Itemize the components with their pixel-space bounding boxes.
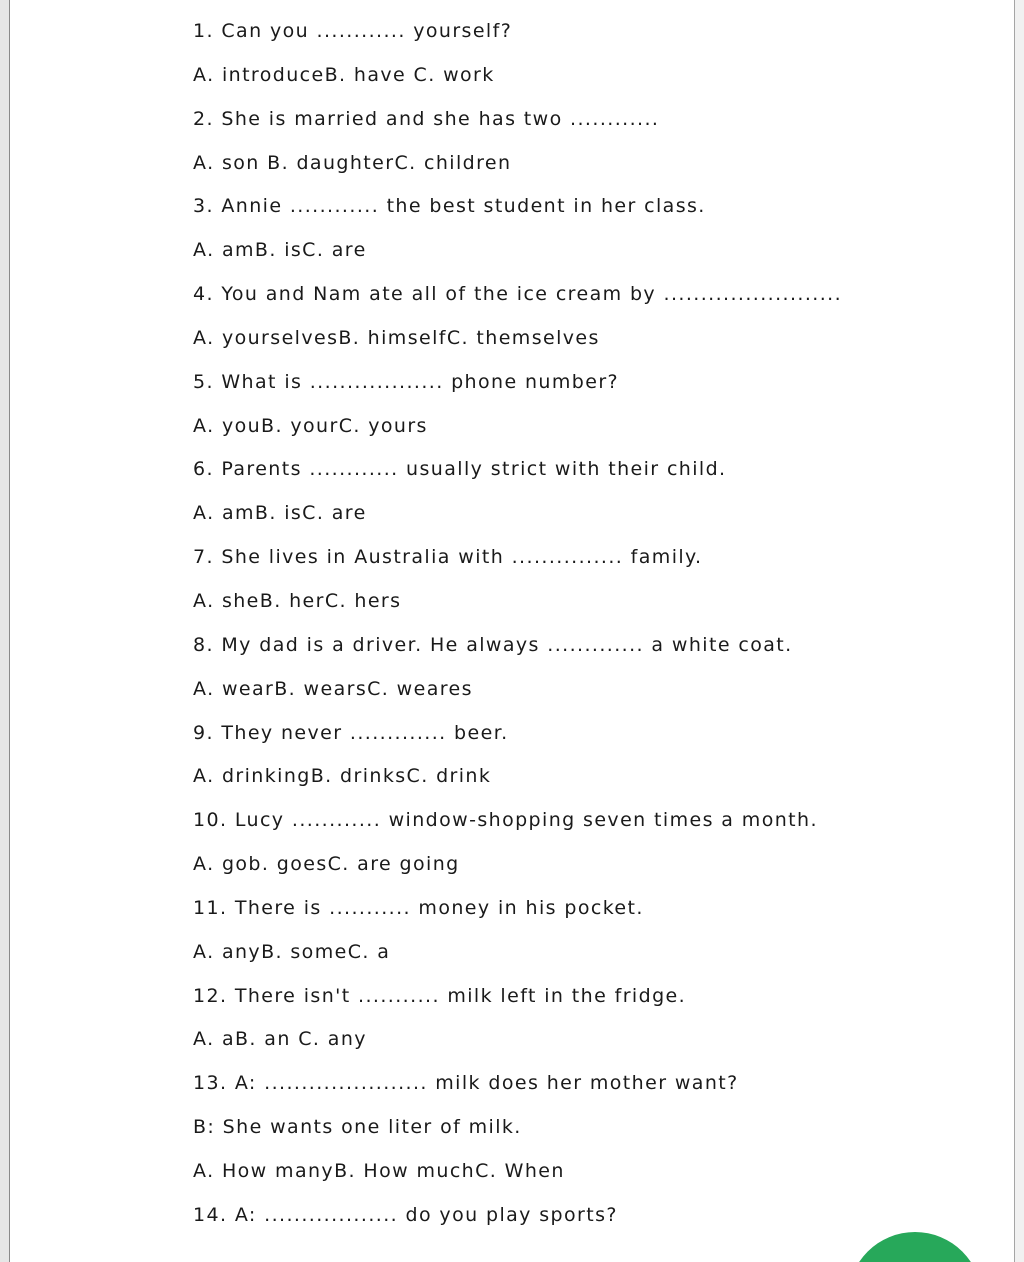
question-7-options: A. sheB. herC. hers <box>193 589 402 612</box>
question-2-options: A. son B. daughterC. children <box>193 151 512 174</box>
worksheet <box>193 13 953 1241</box>
question-11-options: A. anyB. someC. a <box>193 940 391 963</box>
question-7: 7. She lives in Australia with ............... family. <box>193 546 703 569</box>
question-9: 9. They never ............. beer. <box>193 721 509 744</box>
question-3-options: A. amB. isC. are <box>193 239 367 262</box>
question-12: 12. There isn't ........... milk left in the fridge. <box>193 984 687 1007</box>
question-6: 6. Parents ............ usually strict with their child. <box>193 458 727 481</box>
question-9-options: A. drinkingB. drinksC. drink <box>193 765 492 788</box>
question-8: 8. My dad is a driver. He always ............. a white coat. <box>193 633 793 656</box>
right-page-border <box>1014 0 1024 1262</box>
question-13-dialogue: B: She wants one liter of milk. <box>193 1116 522 1139</box>
question-14: 14. A: .................. do you play sports? <box>193 1203 618 1226</box>
question-3: 3. Annie ............ the best student in her class. <box>193 195 706 218</box>
question-13: 13. A: ...................... milk does her mother want? <box>193 1072 739 1095</box>
question-5-options: A. youB. yourC. yours <box>193 414 428 437</box>
question-4: 4. You and Nam ate all of the ice cream by ........................ <box>193 283 843 306</box>
left-page-border <box>0 0 10 1262</box>
question-5: 5. What is .................. phone number? <box>193 370 620 393</box>
question-4-options: A. yourselvesB. himselfC. themselves <box>193 326 600 349</box>
question-12-options: A. aB. an C. any <box>193 1028 367 1051</box>
question-10-options: A. gob. goesC. are going <box>193 853 460 876</box>
question-6-options: A. amB. isC. are <box>193 502 367 525</box>
question-10: 10. Lucy ............ window-shopping seven times a month. <box>193 809 818 832</box>
question-8-options: A. wearB. wearsC. weares <box>193 677 473 700</box>
question-2: 2. She is married and she has two ............ <box>193 107 660 130</box>
question-13-options: A. How manyB. How muchC. When <box>193 1159 565 1182</box>
question-1: 1. Can you ............ yourself? <box>193 20 513 42</box>
question-11: 11. There is ........... money in his pocket. <box>193 896 644 919</box>
question-1-options: A. introduceB. have C. work <box>193 63 495 86</box>
